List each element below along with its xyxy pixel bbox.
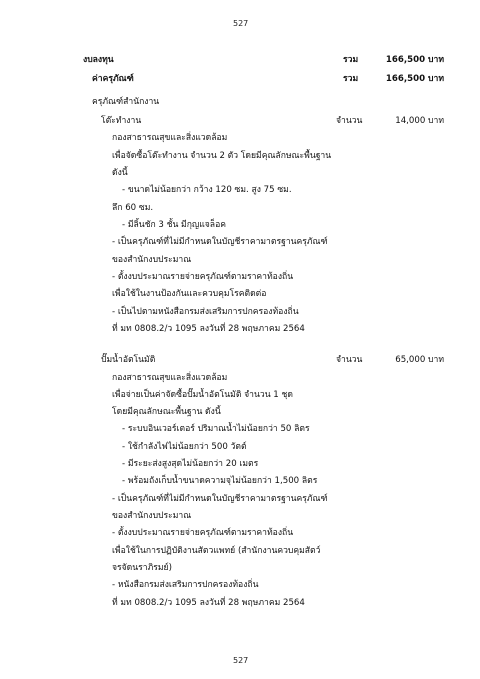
item-detail-line: กองสาธารณสุขและสิ่งแวดล้อม	[112, 373, 228, 383]
item-detail-line: ของสำนักงบประมาณ	[112, 255, 192, 265]
item-detail-line: - ตั้งงบประมาณรายจ่ายครุภัณฑ์ตามราคาท้องถิ่น	[112, 528, 294, 538]
item-detail-line: - ระบบอินเวอร์เตอร์ ปริมาณน้ำไม่น้อยกว่า 50 ลิตร	[122, 424, 310, 434]
budget-total-label: รวม	[343, 55, 359, 65]
item-detail-line: ที่ มท 0808.2/ว 1095 ลงวันที่ 28 พฤษภาคม 2564	[112, 598, 305, 608]
category-title: ค่าครุภัณฑ์	[92, 74, 134, 84]
item-name: โต๊ะทำงาน	[101, 116, 142, 126]
item-detail-line: - เป็นครุภัณฑ์ที่ไม่มีกำหนดในบัญชีราคามาตรฐานครุภัณฑ์	[112, 237, 328, 247]
item-name: ปั๊มน้ำอัตโนมัติ	[101, 355, 156, 365]
item-detail-line: เพื่อจ่ายเป็นค่าจัดซื้อปั๊มน้ำอัตโนมัติ จำนวน 1 ชุด	[112, 390, 293, 400]
item-detail-line: ที่ มท 0808.2/ว 1095 ลงวันที่ 28 พฤษภาคม 2564	[112, 324, 305, 334]
item-detail-line: เพื่อใช้ในการปฏิบัติงานสัตวแพทย์ (สำนักงานควบคุมสัตว์	[112, 546, 321, 556]
item-detail-line: - ใช้กำลังไฟไม่น้อยกว่า 500 วัตต์	[122, 442, 247, 452]
item-detail-line: - หนังสือกรมส่งเสริมการปกครองท้องถิ่น	[112, 580, 259, 590]
item-detail-line: ลึก 60 ซม.	[112, 203, 154, 213]
subcategory-title: ครุภัณฑ์สำนักงาน	[92, 97, 160, 107]
item-detail-line: ดังนี้	[112, 168, 128, 178]
budget-total-value: 166,500 บาท	[385, 55, 444, 65]
budget-title: งบลงทุน	[83, 55, 114, 65]
item-amount: 65,000 บาท	[395, 355, 444, 365]
item-detail-line: - เป็นไปตามหนังสือกรมส่งเสริมการปกครองท้องถิ่น	[112, 307, 299, 317]
item-detail-line: เพื่อจัดซื้อโต๊ะทำงาน จำนวน 2 ตัว โดยมีคุณลักษณะพื้นฐาน	[112, 151, 332, 161]
item-amount-label: จำนวน	[336, 355, 363, 365]
item-detail-line: จรจัดนราภิรมย์)	[112, 563, 172, 573]
item-detail-line: ของสำนักงบประมาณ	[112, 511, 192, 521]
item-detail-line: - ขนาดไม่น้อยกว่า กว้าง 120 ซม. สูง 75 ซม.	[122, 185, 292, 195]
item-detail-line: กองสาธารณสุขและสิ่งแวดล้อม	[112, 133, 228, 143]
category-total-value: 166,500 บาท	[385, 74, 444, 84]
item-detail-line: - มีลิ้นชัก 3 ชั้น มีกุญแจล็อค	[122, 220, 226, 230]
item-detail-line: - พร้อมถังเก็บน้ำขนาดความจุไม่น้อยกว่า 1,500 ลิตร	[122, 476, 318, 486]
item-amount: 14,000 บาท	[395, 116, 444, 126]
item-detail-line: เพื่อใช้ในงานป้องกันและควบคุมโรคติดต่อ	[112, 289, 267, 299]
page-number-bottom: 527	[233, 656, 249, 665]
item-detail-line: - ตั้งงบประมาณรายจ่ายครุภัณฑ์ตามราคาท้องถิ่น	[112, 272, 294, 282]
item-detail-line: - เป็นครุภัณฑ์ที่ไม่มีกำหนดในบัญชีราคามาตรฐานครุภัณฑ์	[112, 494, 328, 504]
item-detail-line: โดยมีคุณลักษณะพื้นฐาน ดังนี้	[112, 407, 221, 417]
item-amount-label: จำนวน	[336, 116, 363, 126]
item-detail-line: - มีระยะส่งสูงสุดไม่น้อยกว่า 20 เมตร	[122, 459, 259, 469]
category-total-label: รวม	[343, 74, 359, 84]
page-number-top: 527	[233, 19, 249, 28]
